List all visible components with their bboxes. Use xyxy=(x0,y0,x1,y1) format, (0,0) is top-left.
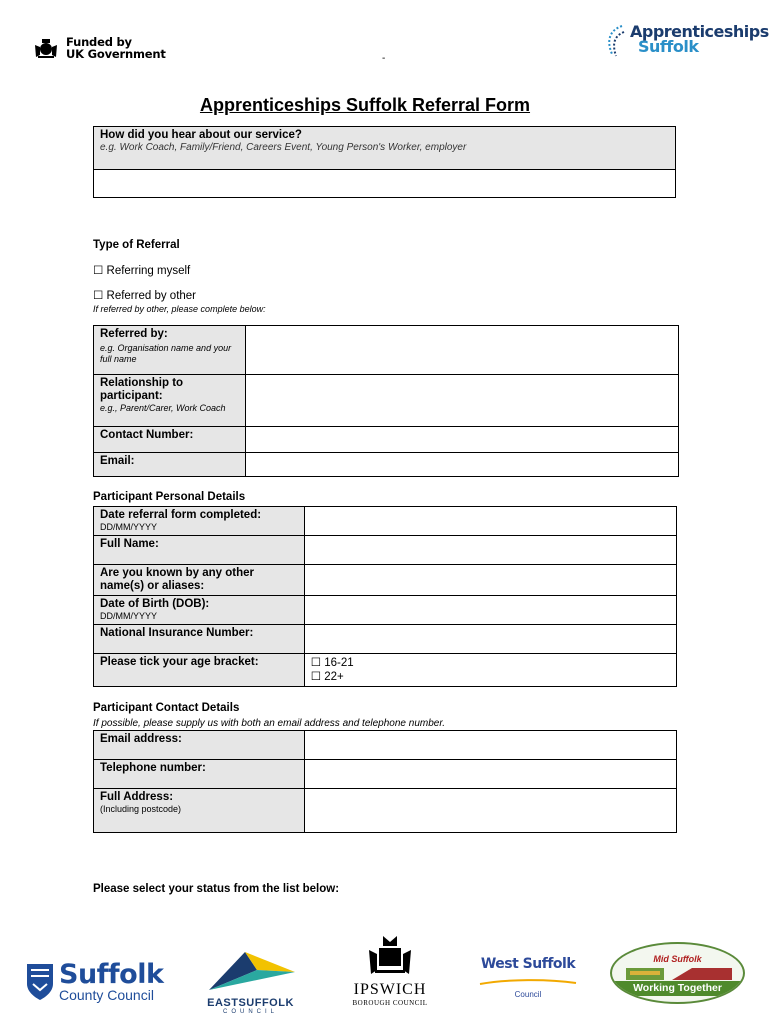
email-label: Email: xyxy=(100,455,135,467)
hear-about-question-cell xyxy=(94,127,675,170)
checkbox-icon[interactable]: ☐ xyxy=(310,671,322,683)
contact-number-label: Contact Number: xyxy=(100,429,194,441)
relationship-hint: e.g., Parent/Carer, Work Coach xyxy=(100,403,226,413)
table-row xyxy=(94,536,677,565)
referred-by-label-cell xyxy=(94,326,246,375)
contact-email-field[interactable] xyxy=(304,731,676,760)
full-name-label: Full Name: xyxy=(100,538,159,550)
email-label-cell xyxy=(94,453,246,477)
table-row xyxy=(94,731,677,760)
brand-line-1: Apprenticeships xyxy=(630,22,769,41)
referral-type-label: Type of Referral xyxy=(93,239,180,251)
ipswich-sub: BOROUGH COUNCIL xyxy=(352,999,428,1007)
email-field[interactable] xyxy=(245,453,678,477)
referrer-table xyxy=(93,325,679,477)
gov-line-1: Funded by xyxy=(66,35,132,49)
referred-by-field[interactable] xyxy=(245,326,678,375)
relationship-label-cell xyxy=(94,375,246,427)
aliases-field[interactable] xyxy=(304,565,676,596)
east-suffolk-name: EASTSUFFOLK xyxy=(207,997,294,1009)
ni-number-label-cell xyxy=(94,625,305,654)
referred-by-hint: e.g. Organisation name and your full name xyxy=(100,343,232,364)
ipswich-name: IPSWICH xyxy=(353,981,427,998)
checkbox-icon[interactable]: ☐ xyxy=(93,290,104,302)
age-bracket-label-cell xyxy=(94,654,305,687)
referred-by-label: Referred by: xyxy=(100,328,168,340)
status-prompt: Please select your status from the list below: xyxy=(93,883,340,895)
referring-myself-label: Referring myself xyxy=(106,265,191,277)
table-row xyxy=(94,375,679,427)
form-title: Apprenticeships Suffolk Referral Form xyxy=(199,95,531,115)
personal-details-table xyxy=(93,506,677,687)
aliases-label-cell xyxy=(94,565,305,596)
hear-about-question: How did you hear about our service? xyxy=(100,129,302,141)
age-option-label: 22+ xyxy=(324,671,344,683)
table-row xyxy=(94,507,677,536)
address-label: Full Address: xyxy=(100,791,174,803)
hear-about-answer-field[interactable] xyxy=(94,170,675,197)
contact-details-table xyxy=(93,730,677,833)
apprenticeships-suffolk-logo xyxy=(604,24,769,58)
suffolk-county-council-logo xyxy=(25,959,164,1003)
gov-line-2: UK Government xyxy=(66,47,166,61)
dob-format: DD/MM/YYYY xyxy=(100,611,158,621)
ni-number-field[interactable] xyxy=(304,625,676,654)
west-suffolk-logo xyxy=(478,956,578,999)
checkbox-icon[interactable]: ☐ xyxy=(93,265,104,277)
date-completed-field[interactable] xyxy=(304,507,676,536)
address-hint: (Including postcode) xyxy=(100,804,182,814)
west-suffolk-sub: Council xyxy=(514,990,542,999)
full-name-label-cell xyxy=(94,536,305,565)
table-row xyxy=(94,326,679,375)
date-completed-label-cell xyxy=(94,507,305,536)
dob-label-cell xyxy=(94,596,305,625)
telephone-label: Telephone number: xyxy=(100,762,206,774)
table-row xyxy=(94,565,677,596)
contact-details-heading: Participant Contact Details xyxy=(93,702,240,714)
ipswich-borough-logo xyxy=(345,934,435,1007)
full-name-field[interactable] xyxy=(304,536,676,565)
west-suffolk-name: West Suffolk xyxy=(480,956,576,972)
age-bracket-label: Please tick your age bracket: xyxy=(100,656,259,668)
east-suffolk-mark-icon xyxy=(205,950,297,992)
address-label-cell xyxy=(94,789,305,833)
checkbox-icon[interactable]: ☐ xyxy=(310,657,322,669)
date-completed-format: DD/MM/YYYY xyxy=(100,522,158,532)
relationship-label: Relationship to participant: xyxy=(100,377,184,402)
table-row xyxy=(94,427,679,453)
hear-about-hint: e.g. Work Coach, Family/Friend, Careers Event, Young Person's Worker, employer xyxy=(100,142,467,153)
relationship-field[interactable] xyxy=(245,375,678,427)
table-row xyxy=(94,760,677,789)
personal-details-heading: Participant Personal Details xyxy=(93,491,246,503)
age-option-22-plus[interactable] xyxy=(311,670,670,684)
mid-suffolk-buildings-icon xyxy=(612,966,743,980)
east-suffolk-sub: COUNCIL xyxy=(222,1009,278,1015)
referred-other-note: If referred by other, please complete below: xyxy=(93,304,266,314)
referred-by-other-option[interactable] xyxy=(93,288,196,302)
mid-suffolk-logo xyxy=(610,942,745,1004)
age-option-16-21[interactable] xyxy=(311,656,670,670)
suffolk-cc-line-1: Suffolk xyxy=(59,959,164,990)
royal-crest-icon xyxy=(33,37,59,59)
aliases-label: Are you known by any other name(s) or aliases: xyxy=(100,567,254,592)
ipswich-crest-icon xyxy=(367,934,413,976)
west-suffolk-swoosh-icon xyxy=(478,979,578,985)
contact-details-note: If possible, please supply us with both an email address and telephone number. xyxy=(93,718,446,729)
swirl-icon xyxy=(604,24,626,58)
header-dash: - xyxy=(382,53,386,64)
table-row xyxy=(94,596,677,625)
east-suffolk-logo xyxy=(203,950,298,1015)
dob-field[interactable] xyxy=(304,596,676,625)
age-option-label: 16-21 xyxy=(324,657,354,669)
date-completed-label: Date referral form completed: xyxy=(100,509,262,521)
contact-number-label-cell xyxy=(94,427,246,453)
address-field[interactable] xyxy=(304,789,676,833)
shield-icon xyxy=(25,962,55,1002)
telephone-label-cell xyxy=(94,760,305,789)
ni-number-label: National Insurance Number: xyxy=(100,627,254,639)
referring-myself-option[interactable] xyxy=(93,263,190,277)
telephone-field[interactable] xyxy=(304,760,676,789)
mid-suffolk-name: Mid Suffolk xyxy=(653,954,702,964)
suffolk-cc-line-2: County Council xyxy=(59,987,154,1003)
mid-suffolk-tagline: Working Together xyxy=(612,981,743,996)
table-row xyxy=(94,625,677,654)
contact-email-label: Email address: xyxy=(100,733,182,745)
table-row xyxy=(94,654,677,687)
contact-email-label-cell xyxy=(94,731,305,760)
hear-about-box xyxy=(93,126,676,198)
table-row xyxy=(94,789,677,833)
referred-by-other-label: Referred by other xyxy=(106,290,197,302)
uk-gov-logo xyxy=(33,36,166,60)
table-row xyxy=(94,453,679,477)
contact-number-field[interactable] xyxy=(245,427,678,453)
age-bracket-options xyxy=(304,654,676,687)
dob-label: Date of Birth (DOB): xyxy=(100,598,210,610)
brand-line-2: Suffolk xyxy=(638,37,699,56)
